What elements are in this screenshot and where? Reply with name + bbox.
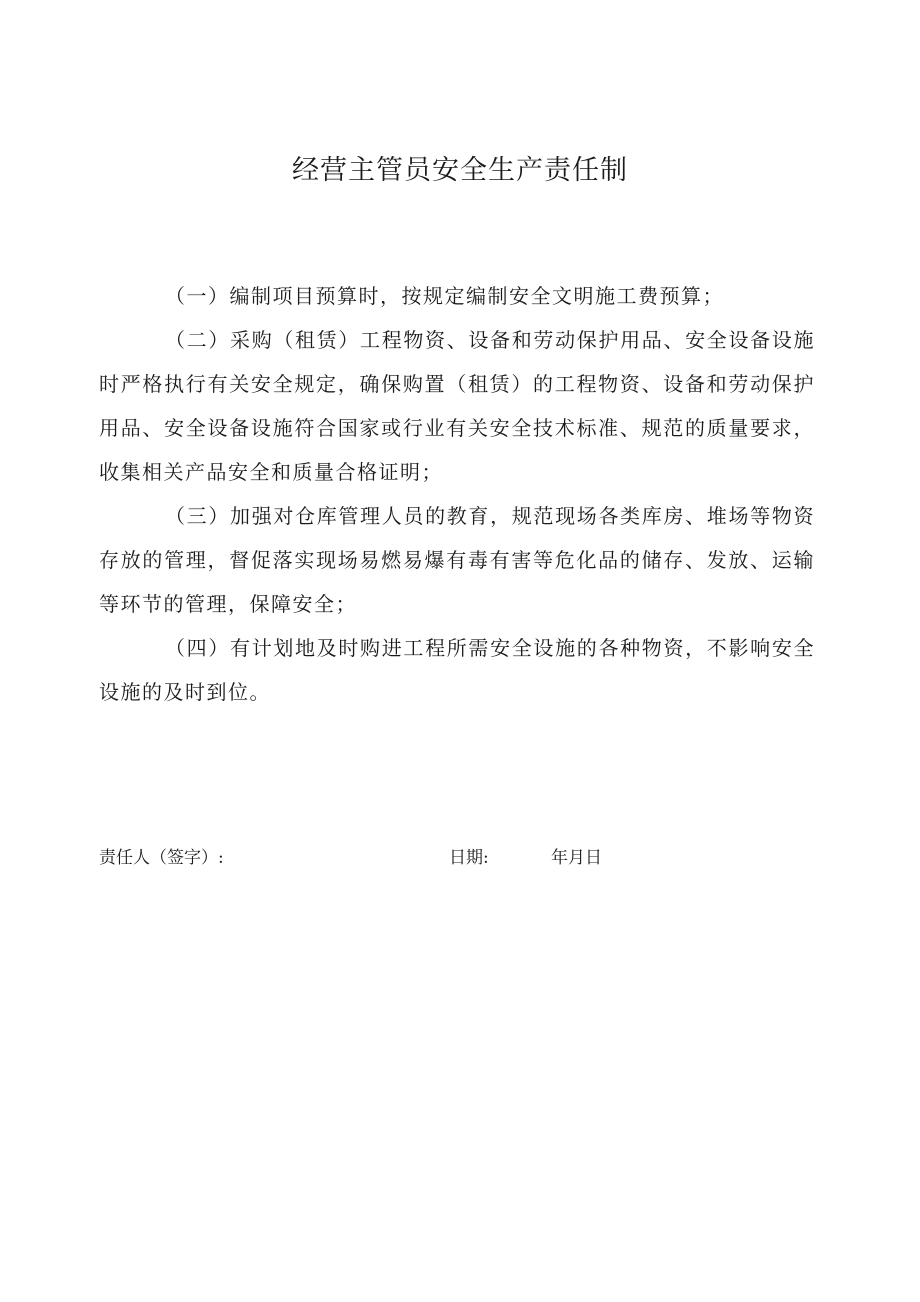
paragraph-3: （三）加强对仓库管理人员的教育，规范现场各类库房、堆场等物资存放的管理，督促落实现场易燃易爆有毒有害等危化品的储存、发放、运输等环节的管理，保障安全； [99, 504, 815, 616]
document-body [99, 274, 815, 714]
date-value: 年月日 [551, 848, 602, 868]
date-label: 日期: [449, 848, 489, 868]
signature-label: 责任人（签字）: [99, 848, 224, 868]
paragraph-2: （二）采购（租赁）工程物资、设备和劳动保护用品、安全设备设施时严格执行有关安全规定，确保购置（租赁）的工程物资、设备和劳动保护用品、安全设备设施符合国家或行业有关安全技术标准、规范的质量要求，收集相关产品安全和质量合格证明； [99, 328, 815, 484]
signature-row [99, 844, 719, 872]
paragraph-1: （一）编制项目预算时，按规定编制安全文明施工费预算； [165, 284, 724, 308]
document-title: 经营主管员安全生产责任制 [292, 155, 628, 186]
paragraph-4: （四）有计划地及时购进工程所需安全设施的各种物资，不影响安全设施的及时到位。 [99, 636, 815, 704]
